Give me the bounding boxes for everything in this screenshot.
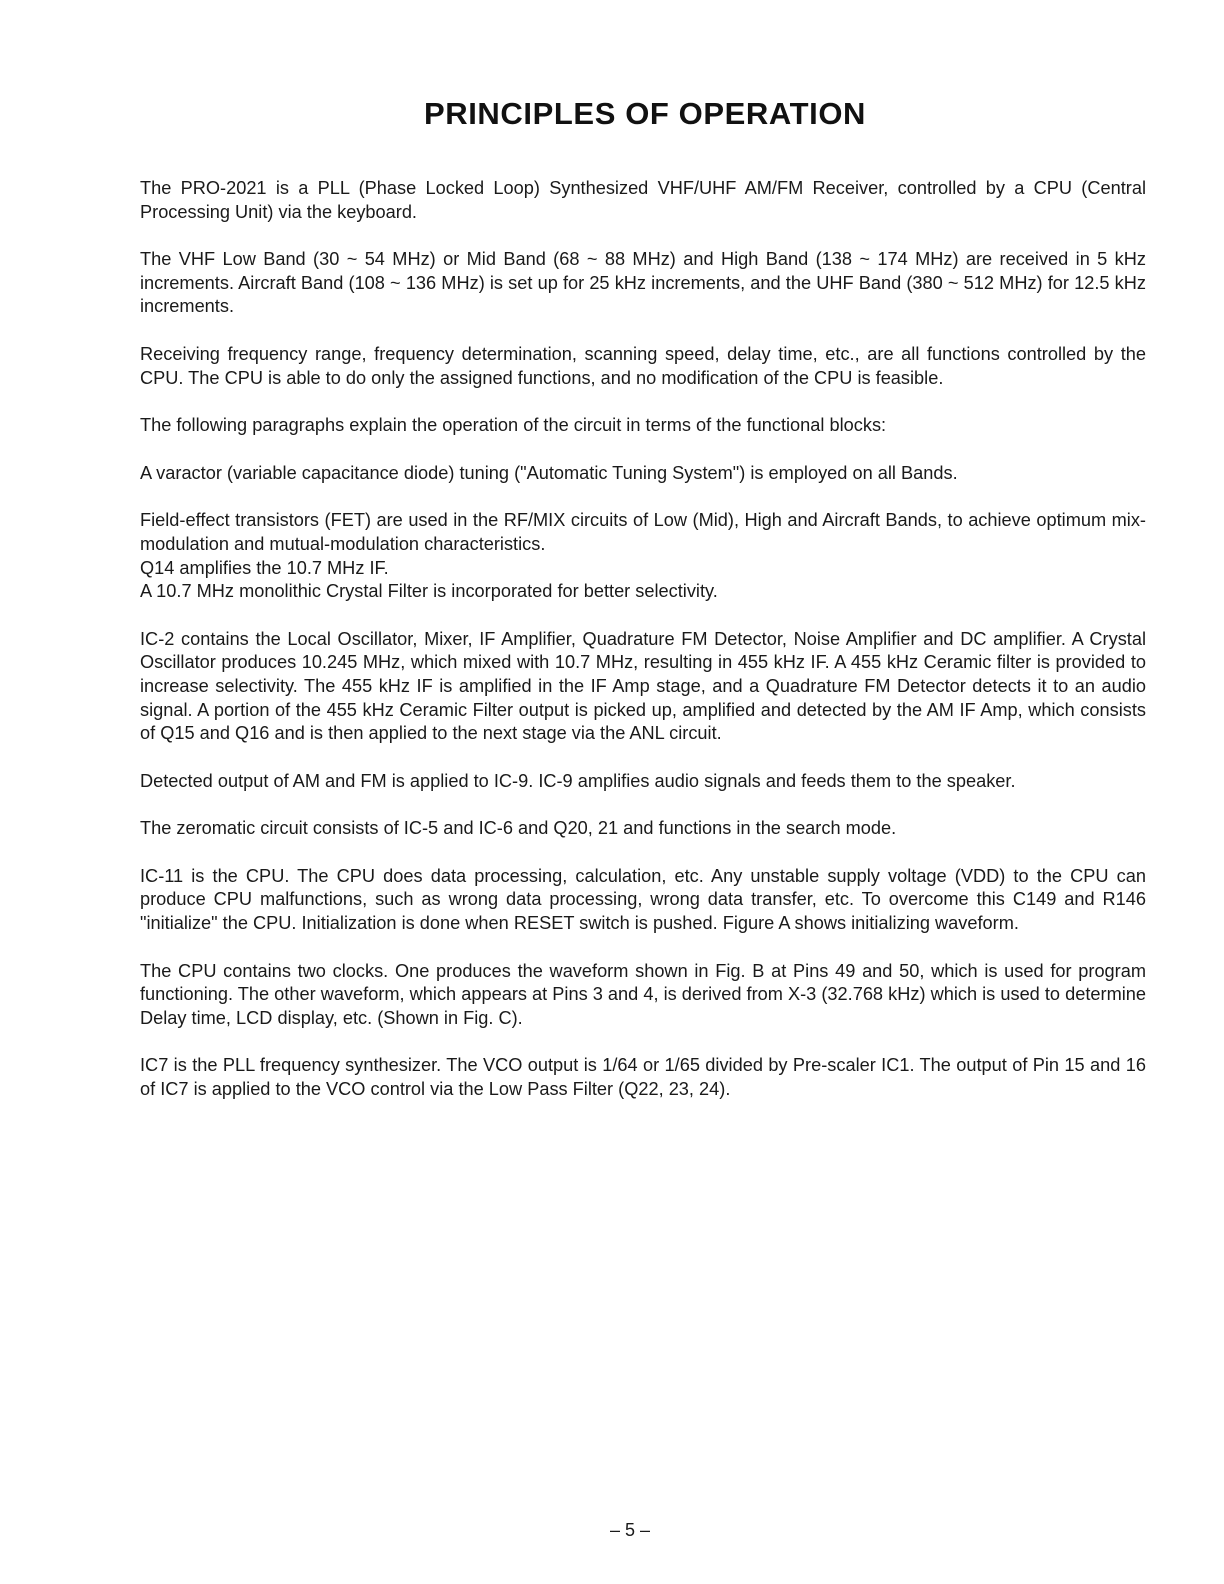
paragraph-ic2: IC-2 contains the Local Oscillator, Mixer, IF Amplifier, Quadrature FM Detector, Noise Amplifier and DC amplifier. A Crystal Oscillator produces 10.245 MHz, which mixed with 10.7 MHz, resulting in 455 kHz IF. A 455 kHz Ceramic filter is provided to increase selectivity. The 455 kHz IF is amplified in the IF Amp stage, and a Quadrature FM Detector detects it to an audio signal. A portion of the 455 kHz Ceramic Filter output is picked up, amplified and detected by the AM IF Amp, which consists of Q15 and Q16 and is then applied to the next stage via the ANL circuit. <box>140 628 1146 744</box>
paragraph-varactor: A varactor (variable capacitance diode) tuning ("Automatic Tuning System") is employed on all Bands. <box>140 462 958 483</box>
paragraph-crystal-filter: A 10.7 MHz monolithic Crystal Filter is incorporated for better selectivity. <box>140 581 718 602</box>
paragraph-fet: Field-effect transistors (FET) are used in the RF/MIX circuits of Low (Mid), High and Aircraft Bands, to achieve optimum mix-modulation and mutual-modulation characteristics. <box>140 510 1146 554</box>
paragraph-pll: IC7 is the PLL frequency synthesizer. The VCO output is 1/64 or 1/65 divided by Pre-scaler IC1. The output of Pin 15 and 16 of IC7 is applied to the VCO control via the Low Pass Filter (Q22, 23, 24). <box>140 1055 1146 1100</box>
paragraph-cpu-functions: Receiving frequency range, frequency determination, scanning speed, delay time, etc., are all functions controlled by the CPU. The CPU is able to do only the assigned functions, and no modification of the CPU is feasible. <box>140 343 1146 388</box>
paragraph-audio: Detected output of AM and FM is applied to IC-9. IC-9 amplifies audio signals and feeds them to the speaker. <box>140 770 1016 791</box>
paragraph-clocks: The CPU contains two clocks. One produces the waveform shown in Fig. B at Pins 49 and 50, which is used for program functioning. The other waveform, which appears at Pins 3 and 4, is derived from X-3 (32.768 kHz) which is used to determine Delay time, LCD display, etc. (Shown in Fig. C). <box>140 960 1146 1028</box>
paragraph-intro: The PRO-2021 is a PLL (Phase Locked Loop) Synthesized VHF/UHF AM/FM Receiver, controlled by a CPU (Central Processing Unit) via the keyboard. <box>140 178 1146 222</box>
paragraph-bands: The VHF Low Band (30 ~ 54 MHz) or Mid Band (68 ~ 88 MHz) and High Band (138 ~ 174 MHz) are received in 5 kHz increments. Aircraft Band (108 ~ 136 MHz) is set up for 25 kHz increments, and the UHF Band (380 ~ 512 MHz) for 12.5 kHz increments. <box>140 249 1146 317</box>
page-number: – 5 – <box>609 1520 651 1540</box>
paragraph-fet-group <box>140 509 1146 603</box>
paragraph-q14: Q14 amplifies the 10.7 MHz IF. <box>140 557 389 578</box>
body-text <box>140 177 1146 1102</box>
paragraph-functional-blocks: The following paragraphs explain the operation of the circuit in terms of the functional blocks: <box>140 415 887 436</box>
page-title: PRINCIPLES OF OPERATION <box>423 96 867 131</box>
paragraph-zeromatic: The zeromatic circuit consists of IC-5 and IC-6 and Q20, 21 and functions in the search mode. <box>140 818 897 839</box>
paragraph-ic11-cpu: IC-11 is the CPU. The CPU does data processing, calculation, etc. Any unstable supply voltage (VDD) to the CPU can produce CPU malfunctions, such as wrong data processing, wrong data transfer, etc. To overcome this C149 and R146 "initialize" the CPU. Initialization is done when RESET switch is pushed. Figure A shows initializing waveform. <box>140 865 1146 934</box>
